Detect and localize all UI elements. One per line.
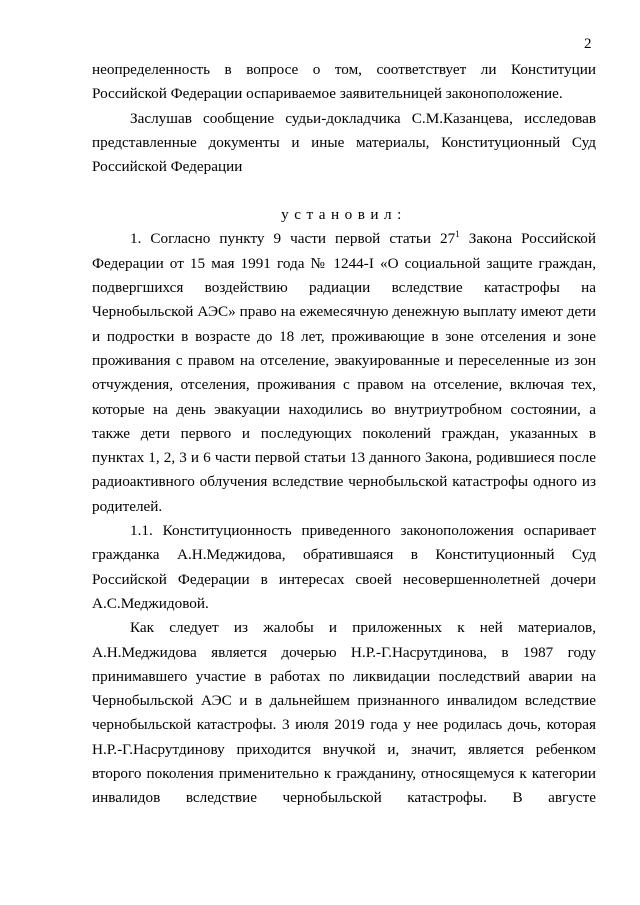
point-1-text-a: 1. Согласно пункту 9 части первой статьи 27: [130, 230, 456, 248]
article-superscript: 1: [455, 229, 460, 240]
page-number: 2: [584, 36, 592, 52]
paragraph-point-1: [92, 227, 596, 519]
paragraph-complaint: Как следует из жалобы и приложенных к ней материалов, А.Н.Меджидова является дочерью Н.Р.-Г.Насрутдинова, в 1987 году принимавшего участие в работах по ликвидации последствий аварии на Чернобыльской АЭС и в дальнейшем признанного инвалидом вследствие чернобыльской катастрофы. 3 июля 2019 года у нее родилась дочь, которая Н.Р.-Г.Насрутдинову приходится внучкой и, значит, является ребенком второго поколения применительно к гражданину, относящемуся к категории инвалидов вследствие чернобыльской катастрофы. В августе: [92, 619, 596, 807]
spacer: [92, 179, 596, 203]
point-1-text-b: Закона Российской Федерации от 15 мая 1991 года № 1244-I «О социальной защите граждан, подвергшихся воздействию радиации вследствие катастрофы на Чернобыльской АЭС» право на ежемесячную денежную выплату имеют дети и подростки в возрасте до 18 лет, проживающие в зоне отселения и зоне проживания с правом на отселение, эвакуированные и переселенные из зон отчуждения, отселения, проживания с правом на отселение, включая тех, которые на день эвакуации находились во внутриутробном состоянии, а также дети первого и последующих поколений граждан, указанных в пунктах 1, 2, 3 и 6 части первой статьи 13 данного Закона, родившиеся после радиоактивного облучения вследствие чернобыльской катастрофы одного из родителей.: [92, 230, 597, 515]
paragraph-continuation: неопределенность в вопросе о том, соответствует ли Конституции Российской Федерации оспариваемое заявительницей законоположение.: [92, 61, 596, 103]
paragraph-hearing: Заслушав сообщение судьи-докладчика С.М.Казанцева, исследовав представленные документы и иные материалы, Конституционный Суд Российской Федерации: [92, 109, 596, 176]
document-body: [92, 58, 596, 811]
paragraph-point-1-1: 1.1. Конституционность приведенного законоположения оспаривает гражданка А.Н.Меджидова, обратившаяся в Конституционный Суд Российской Федерации в интересах своей несовершеннолетней дочери А.С.Меджидовой.: [92, 522, 596, 612]
section-heading: установил:: [281, 206, 407, 224]
